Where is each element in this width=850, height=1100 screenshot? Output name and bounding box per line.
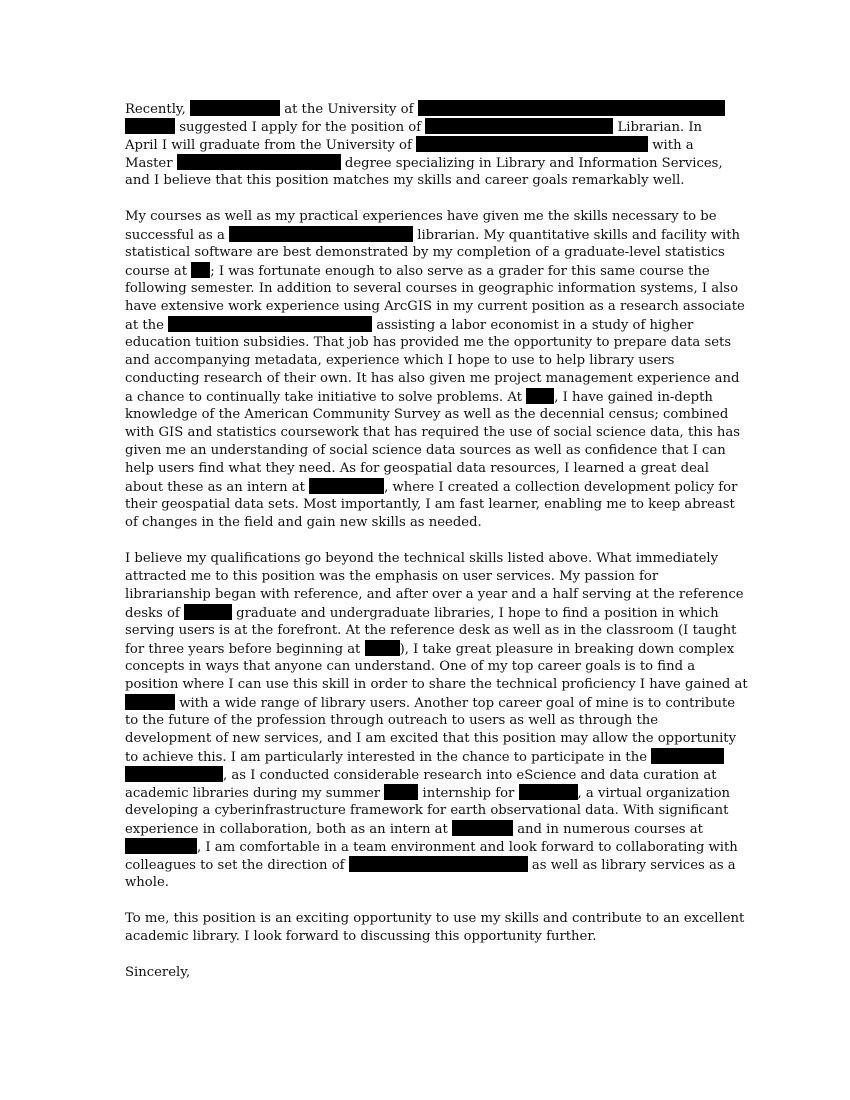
text-run: graduate and undergraduate libraries, I hope to find a position in which [231,606,719,621]
text-run: have extensive work experience using ArcGIS in my current position as a research associate [125,299,745,314]
text-line [125,442,730,460]
text-run: Librarian. In [613,120,703,135]
text-line [125,784,730,802]
text-run: successful as a [125,228,230,243]
text-run: I believe my qualifications go beyond the technical skills listed above. What immediately [125,551,719,566]
text-run: librarianship began with reference, and after over a year and a half serving at the reference [125,587,744,602]
text-run: with a [648,138,694,153]
text-run: , where I created a collection development policy for [384,480,738,495]
redaction-bar [184,604,232,620]
text-line [125,712,730,730]
text-run: April I will graduate from the University of [125,138,417,153]
text-run: developing a cyberinfrastructure framework for earth observational data. With significant [125,803,729,818]
text-run: academic library. I look forward to discussing this opportunity further. [125,929,597,944]
text-run: serving users is at the forefront. At the reference desk as well as in the classroom (I taught [125,623,737,638]
text-run: following semester. In addition to several courses in geographic information systems, I also [125,281,739,296]
text-line [125,406,730,424]
paragraph-qualifications [125,550,748,892]
redaction-bar [125,766,223,782]
text-line [125,118,730,136]
text-run: statistical software are best demonstrated by my completion of a graduate-level statistics [125,245,725,260]
text-run: colleagues to set the direction of [125,858,349,873]
text-line [125,298,745,316]
redaction-bar [526,388,554,404]
redaction-bar [425,118,613,134]
redaction-bar [191,262,210,278]
text-line [125,730,737,748]
text-run: a chance to continually take initiative to solve problems. At [125,390,527,405]
redaction-bar [349,856,528,872]
redaction-bar [190,100,280,116]
text-line [125,622,737,640]
text-run: attracted me to this position was the emphasis on user services. My passion for [125,569,659,584]
text-line [125,766,730,784]
text-run: whole. [125,875,169,890]
text-run: academic libraries during my summer [125,786,385,801]
text-run: My courses as well as my practical experiences have given me the skills necessary to be [125,209,717,224]
text-line [125,460,730,478]
text-run: To me, this position is an exciting opportunity to use my skills and contribute to an excellent [125,911,745,926]
paragraph-intro [125,100,730,190]
text-line [125,388,730,406]
text-line [125,496,735,514]
text-run: given me an understanding of social science data sources as well as confidence that I can [125,443,726,458]
text-line [125,820,730,838]
text-run: internship for [418,786,519,801]
text-line [125,856,736,874]
text-run: , as I conducted considerable research into eScience and data curation at [223,768,717,783]
text-run: , a virtual organization [577,786,731,801]
text-run: to the future of the profession through outreach to users as well as through the [125,713,659,728]
text-line [125,424,741,442]
text-run: their geospatial data sets. Most importantly, I am fast learner, enabling me to keep abreast [125,497,735,512]
redaction-bar [416,136,648,152]
text-run: of changes in the field and gain new skills as needed. [125,515,482,530]
text-line [125,640,735,658]
text-line [125,568,730,586]
redaction-bar [229,226,413,242]
text-run: help users find what they need. As for geospatial data resources, I learned a great deal [125,461,709,476]
text-run: librarian. My quantitative skills and facility with [413,228,741,243]
text-run: at the University of [280,102,418,117]
redaction-bar [125,118,175,134]
text-line [125,244,730,262]
text-run: course at [125,264,192,279]
text-run: with a wide range of library users. Another top career goal of mine is to contribute [175,696,736,711]
text-run: knowledge of the American Community Survey as well as the decennial census; combined [125,407,729,422]
text-run: at the [125,318,169,333]
text-line [125,658,730,676]
redaction-bar [177,154,341,170]
text-run: with GIS and statistics coursework that has required the use of social science data, this has [125,425,741,440]
text-line [125,316,730,334]
text-line [125,874,730,892]
text-run: position where I can use this skill in order to share the technical proficiency I have gained at [125,677,748,692]
text-line [125,676,748,694]
redaction-bar [452,820,513,836]
text-line [125,802,730,820]
text-line [125,550,730,568]
text-line [125,838,738,856]
text-run: assisting a labor economist in a study of higher [372,318,694,333]
text-run: experience in collaboration, both as an intern at [125,822,452,837]
redaction-bar [125,838,197,854]
text-line [125,352,730,370]
text-run: to achieve this. I am particularly interested in the chance to participate in the [125,750,652,765]
text-run: degree specializing in Library and Information Services, [340,156,723,171]
redaction-bar [125,694,175,710]
text-run: concepts in ways that anyone can understand. One of my top career goals is to find a [125,659,696,674]
paragraph-skills [125,208,745,532]
paragraph-conclusion [125,910,745,946]
text-line [125,748,730,766]
text-line [125,514,730,532]
text-line [125,334,730,352]
text-line [125,604,730,622]
text-run: and I believe that this position matches my skills and career goals remarkably well. [125,173,685,188]
text-line [125,478,738,496]
text-line [125,928,730,946]
text-run: development of new services, and I am excited that this position may allow the opportunity [125,731,737,746]
text-run: desks of [125,606,184,621]
redaction-bar [365,640,400,656]
text-line [125,694,736,712]
text-line [125,154,730,172]
text-line [125,100,730,118]
text-line [125,208,730,226]
text-run: as well as library services as a [527,858,736,873]
text-run: ; I was fortunate enough to also serve as a grader for this same course the [210,264,710,279]
text-run: suggested I apply for the position of [175,120,426,135]
text-run: ), I take great pleasure in breaking down complex [399,642,735,657]
text-line [125,910,745,928]
redaction-bar [384,784,418,800]
text-run: Recently, [125,102,191,117]
text-run: and accompanying metadata, experience which I hope to use to help library users [125,353,675,368]
closing-salutation: Sincerely, [125,965,191,980]
redaction-bar [519,784,578,800]
text-run: about these as an intern at [125,480,310,495]
text-line [125,136,730,154]
text-run: , I am comfortable in a team environment and look forward to collaborating with [197,840,738,855]
text-run: for three years before beginning at [125,642,365,657]
text-line [125,262,730,280]
text-run: conducting research of their own. It has also given me project management experience and [125,371,740,386]
redaction-bar [309,478,384,494]
text-run: education tuition subsidies. That job has provided me the opportunity to prepare data sets [125,335,732,350]
text-run: , I have gained in-depth [554,390,713,405]
text-line [125,280,739,298]
redaction-bar [651,748,724,764]
text-run: and in numerous courses at [513,822,703,837]
text-line [125,370,740,388]
redaction-bar [418,100,725,116]
text-line [125,226,741,244]
text-run: Master [125,156,177,171]
text-line [125,172,730,190]
redaction-bar [168,316,372,332]
text-line [125,586,744,604]
letter-page [125,100,748,982]
